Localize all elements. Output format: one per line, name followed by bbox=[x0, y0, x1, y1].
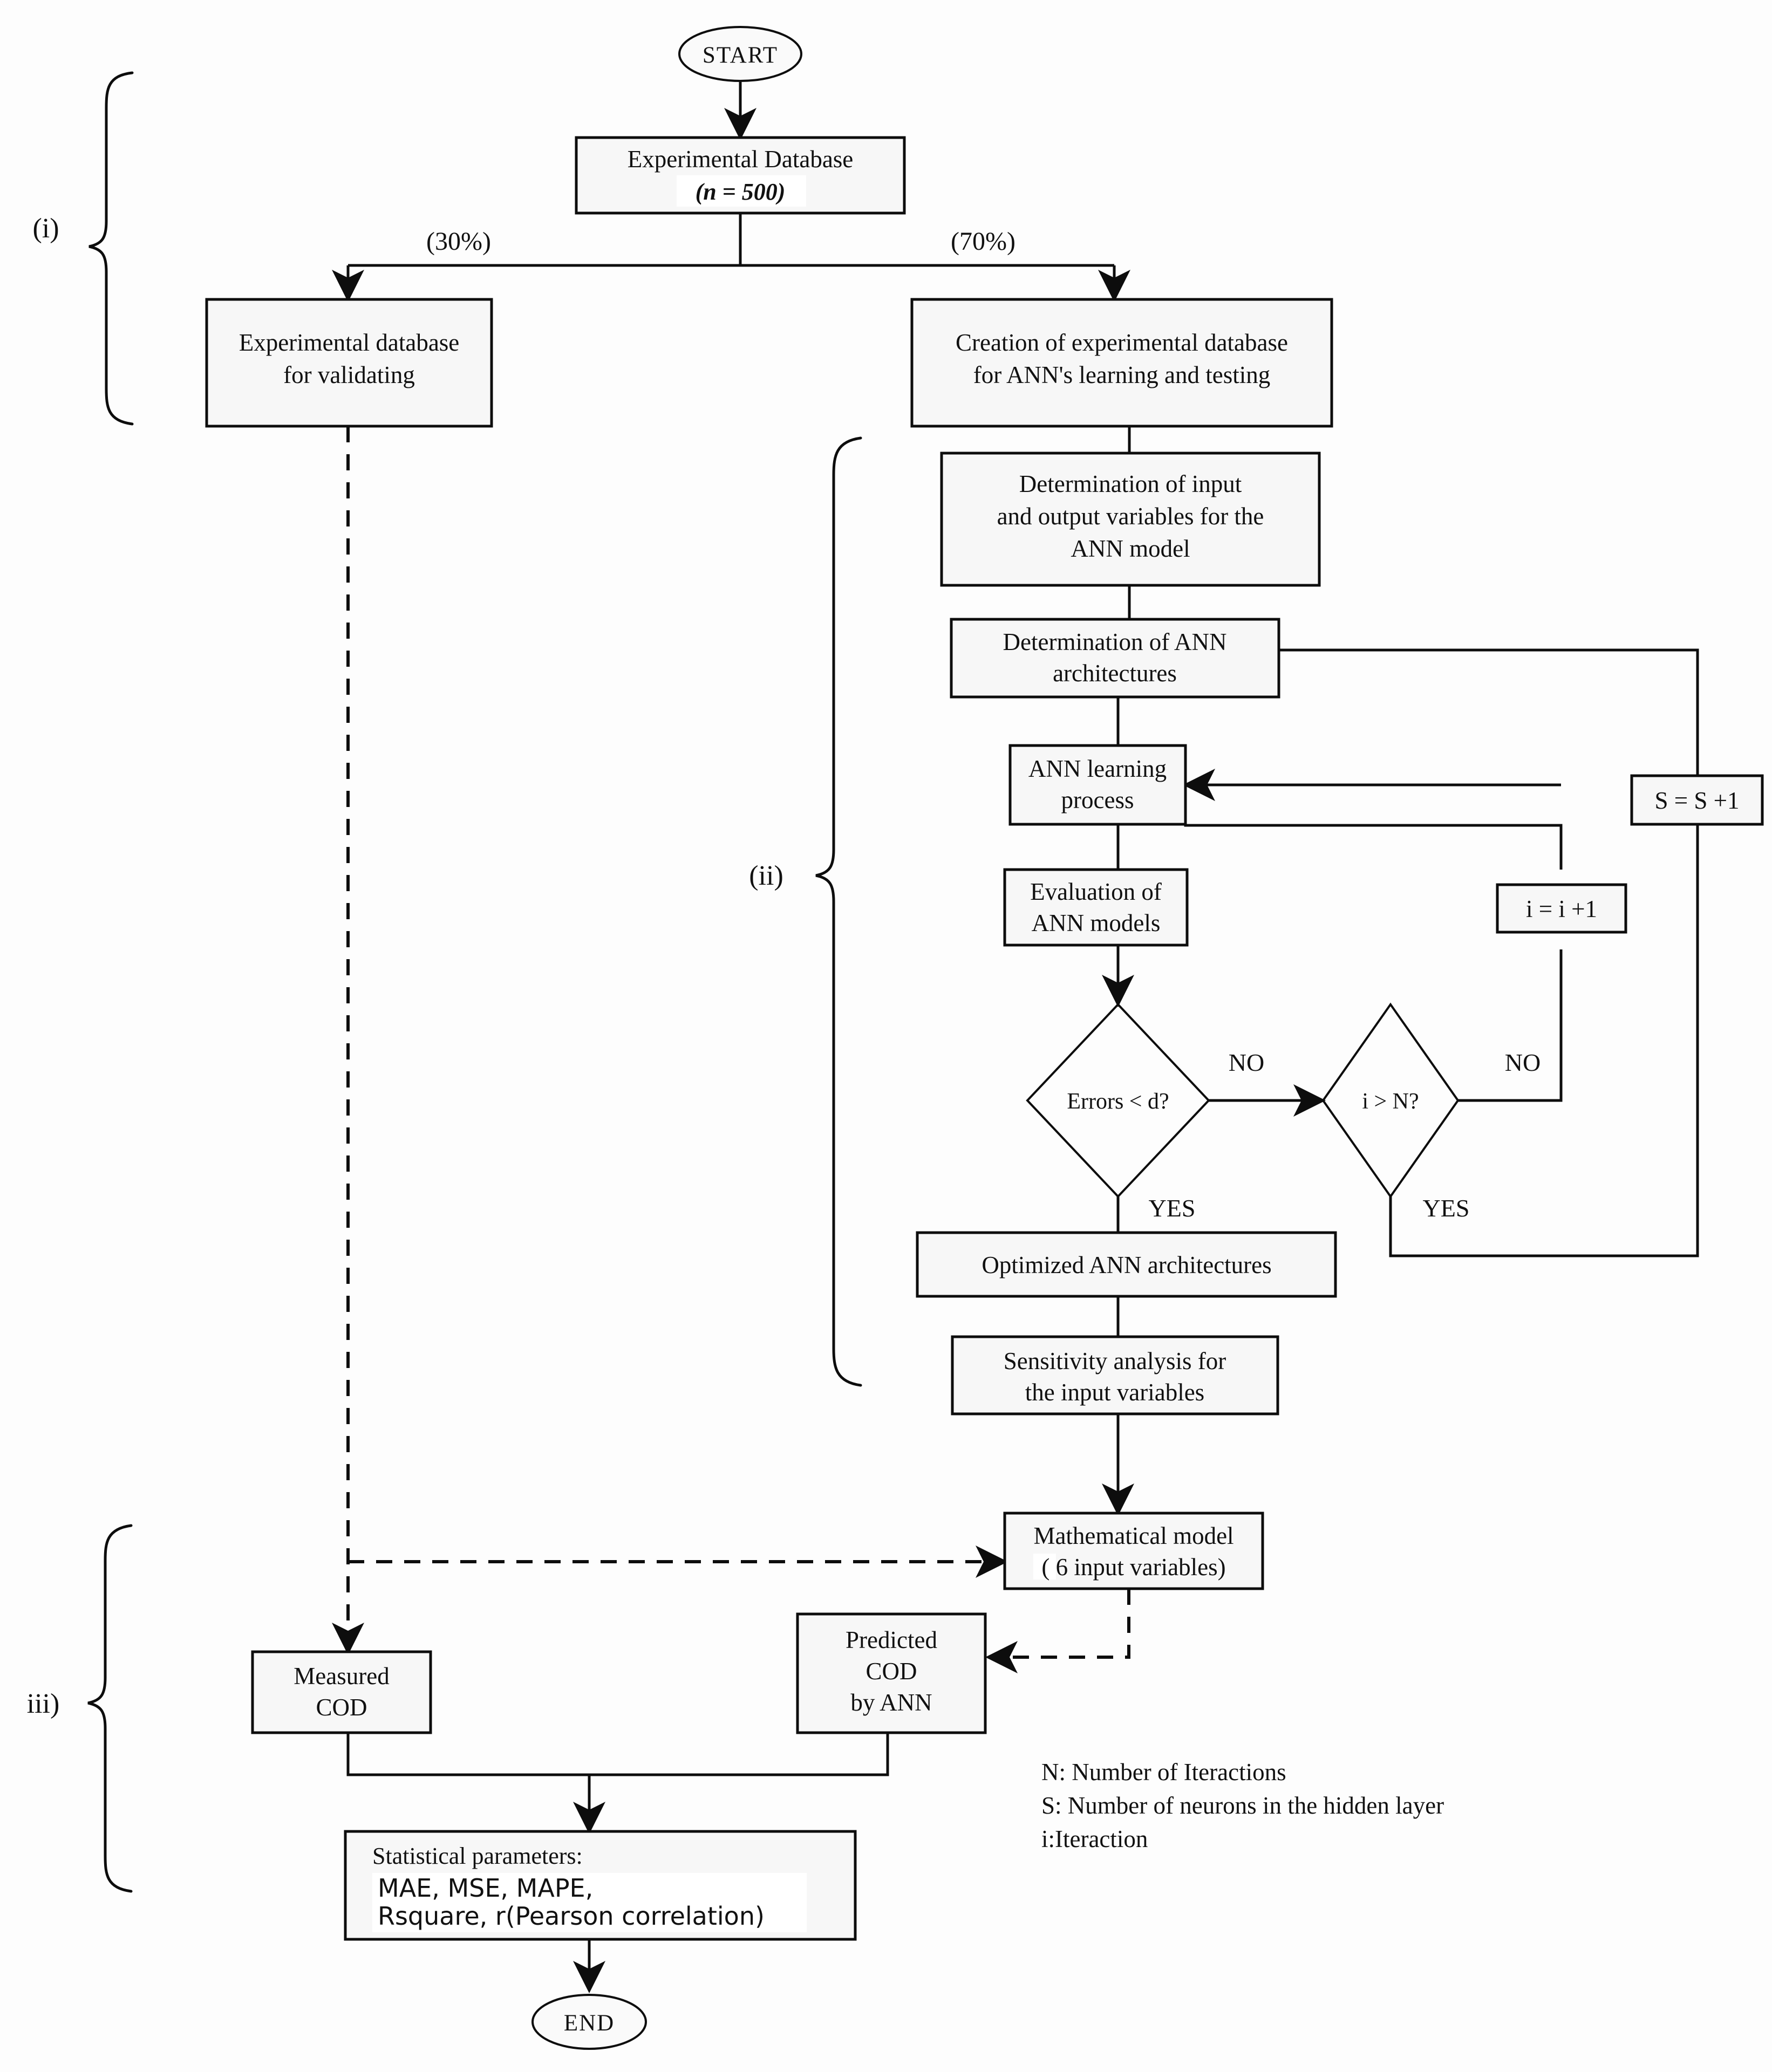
node-determination-architectures[interactable] bbox=[951, 619, 1279, 697]
mathematical-model-line1: Mathematical model bbox=[1033, 1522, 1234, 1549]
end-label: END bbox=[563, 2011, 615, 2036]
database-creation-line2: for ANN's learning and testing bbox=[973, 361, 1271, 388]
increment-s-label: S = S +1 bbox=[1654, 787, 1740, 814]
node-decision-iterations[interactable] bbox=[1323, 1004, 1458, 1196]
legend-line-s: S: Number of neurons in the hidden layer bbox=[1041, 1792, 1444, 1819]
database-validating-line2: for validating bbox=[283, 361, 415, 388]
predicted-cod-line2: COD bbox=[865, 1658, 917, 1685]
label-errors-no: NO bbox=[1228, 1049, 1265, 1076]
edge-iterations-yes-loop bbox=[1206, 650, 1698, 1256]
statistical-parameters-line2: Rsquare, r(Pearson correlation) bbox=[378, 1902, 765, 1931]
node-sensitivity-analysis[interactable] bbox=[952, 1337, 1278, 1414]
predicted-cod-line3: by ANN bbox=[850, 1689, 932, 1716]
measured-cod-line1: Measured bbox=[294, 1663, 390, 1690]
evaluation-models-line1: Evaluation of bbox=[1030, 878, 1162, 905]
brace-stage-i bbox=[89, 73, 132, 424]
node-increment-i[interactable] bbox=[1497, 885, 1626, 932]
statistical-parameters-title: Statistical parameters: bbox=[372, 1843, 583, 1869]
label-errors-yes: YES bbox=[1148, 1194, 1196, 1222]
node-increment-s[interactable] bbox=[1632, 776, 1762, 824]
node-mathematical-model[interactable] bbox=[1005, 1513, 1263, 1589]
node-database-validating[interactable] bbox=[207, 299, 492, 426]
node-start[interactable] bbox=[679, 27, 801, 81]
legend bbox=[1041, 1759, 1444, 1852]
legend-line-n: N: Number of Iteractions bbox=[1041, 1759, 1286, 1786]
decision-iterations-label: i > N? bbox=[1362, 1089, 1419, 1114]
node-determination-variables[interactable] bbox=[942, 453, 1319, 585]
node-measured-cod[interactable] bbox=[253, 1652, 431, 1733]
stage-marker-iii: iii) bbox=[26, 1688, 60, 1719]
legend-line-i: i:Iteraction bbox=[1041, 1825, 1148, 1852]
node-optimized-architectures[interactable] bbox=[917, 1233, 1335, 1296]
node-decision-errors[interactable] bbox=[1027, 1004, 1209, 1196]
node-predicted-cod[interactable] bbox=[798, 1614, 985, 1733]
node-experimental-database[interactable] bbox=[576, 138, 904, 213]
node-statistical-parameters[interactable] bbox=[345, 1831, 855, 1939]
determination-architectures-line2: architectures bbox=[1053, 660, 1177, 687]
database-validating-line1: Experimental database bbox=[238, 329, 460, 356]
split-label-left: (30%) bbox=[426, 227, 491, 256]
statistical-parameters-line1: MAE, MSE, MAPE, bbox=[378, 1873, 594, 1903]
learning-process-line1: ANN learning bbox=[1028, 755, 1167, 782]
node-database-creation[interactable] bbox=[912, 299, 1332, 426]
optimized-architectures-line1: Optimized ANN architectures bbox=[982, 1252, 1272, 1278]
brace-stage-iii bbox=[88, 1526, 131, 1891]
start-label: START bbox=[702, 43, 779, 68]
mathematical-model-line2: ( 6 input variables) bbox=[1041, 1554, 1226, 1581]
determination-variables-line2: and output variables for the bbox=[997, 503, 1264, 530]
predicted-cod-line1: Predicted bbox=[846, 1626, 937, 1653]
decision-errors-label: Errors < d? bbox=[1067, 1089, 1169, 1114]
label-iterations-no: NO bbox=[1504, 1049, 1541, 1076]
label-iterations-yes: YES bbox=[1422, 1194, 1470, 1222]
brace-stage-ii bbox=[816, 438, 861, 1385]
experimental-database-line1: Experimental Database bbox=[627, 146, 854, 173]
sensitivity-analysis-line1: Sensitivity analysis for bbox=[1003, 1348, 1226, 1375]
node-end[interactable] bbox=[533, 1995, 646, 2049]
determination-variables-line3: ANN model bbox=[1071, 535, 1190, 562]
node-learning-process[interactable] bbox=[1010, 746, 1185, 824]
edge-cod-to-statistics bbox=[348, 1733, 888, 1831]
split-label-right: (70%) bbox=[951, 227, 1016, 256]
experimental-database-line2: (n = 500) bbox=[695, 179, 786, 205]
database-creation-line1: Creation of experimental database bbox=[956, 329, 1288, 356]
measured-cod-line2: COD bbox=[316, 1694, 367, 1721]
learning-process-line2: process bbox=[1061, 787, 1134, 813]
sensitivity-analysis-line2: the input variables bbox=[1025, 1379, 1205, 1406]
determination-variables-line1: Determination of input bbox=[1019, 470, 1242, 497]
edge-validating-dashed bbox=[348, 426, 1005, 1652]
stage-marker-i: (i) bbox=[32, 213, 59, 244]
node-evaluation-models[interactable] bbox=[1005, 870, 1187, 945]
increment-i-label: i = i +1 bbox=[1525, 895, 1598, 922]
stage-marker-ii: (ii) bbox=[749, 860, 783, 891]
determination-architectures-line1: Determination of ANN bbox=[1003, 628, 1227, 655]
edge-model-to-predicted bbox=[989, 1589, 1129, 1657]
evaluation-models-line2: ANN models bbox=[1031, 910, 1161, 936]
edge-database-split bbox=[348, 213, 1114, 299]
